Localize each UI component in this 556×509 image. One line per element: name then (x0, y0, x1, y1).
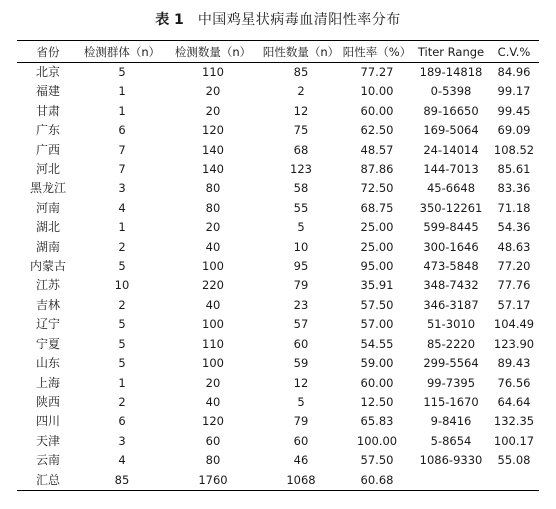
cell-positive: 79 (293, 278, 309, 293)
cell-titer: 85-2220 (426, 336, 476, 351)
cell-rate: 25.00 (360, 220, 394, 235)
cell-flocks: 5 (118, 356, 126, 371)
cell-positive: 5 (297, 394, 305, 409)
cell-titer: 24-14014 (423, 142, 479, 157)
cell-titer: 89-16650 (423, 103, 479, 118)
cell-flocks: 1 (118, 220, 126, 235)
cell-titer: 348-7432 (423, 278, 479, 293)
cell-positive: 75 (293, 123, 309, 138)
cell-cv: 83.36 (497, 181, 531, 196)
cell-positive: 79 (293, 414, 309, 429)
table-row (17, 257, 539, 276)
cell-samples: 80 (205, 200, 221, 215)
cell-flocks: 7 (118, 142, 126, 157)
cell-flocks: 2 (118, 394, 126, 409)
cell-province: 吉林 (35, 297, 60, 312)
cell-positive: 58 (293, 181, 309, 196)
cell-flocks: 3 (118, 433, 126, 448)
table-row (17, 218, 539, 237)
cell-rate: 65.83 (360, 414, 394, 429)
cell-positive: 60 (293, 433, 309, 448)
cell-province: 福建 (35, 84, 60, 99)
cell-samples: 20 (205, 220, 221, 235)
cell-flocks: 1 (118, 103, 126, 118)
cell-rate: 12.50 (360, 394, 394, 409)
cell-rate: 100.00 (356, 433, 398, 448)
cell-samples: 110 (202, 65, 224, 79)
table-row (17, 276, 539, 295)
cell-cv: 77.76 (497, 278, 531, 293)
cell-rate: 57.00 (360, 317, 394, 332)
col-header-province: 省份 (17, 41, 79, 63)
cell-province: 黑龙江 (29, 181, 66, 196)
table-row (17, 179, 539, 198)
table-label: 表 1 (155, 12, 184, 28)
cell-titer: 5-8654 (430, 433, 472, 448)
cell-flocks: 2 (118, 239, 126, 254)
cell-titer: 1086-9330 (419, 453, 483, 468)
cell-cv: 84.96 (497, 65, 531, 79)
cell-rate: 59.00 (360, 356, 394, 371)
table-row (17, 315, 539, 334)
cell-rate: 48.57 (360, 142, 394, 157)
table-row (17, 393, 539, 412)
cell-cv: 85.61 (497, 162, 531, 177)
cell-province: 上海 (35, 375, 60, 390)
cell-flocks: 5 (118, 317, 126, 332)
cell-samples: 220 (202, 278, 224, 293)
cell-cv: 77.20 (497, 259, 531, 274)
cell-cv: 76.56 (497, 375, 531, 390)
cell-titer: 300-1646 (423, 239, 479, 254)
cell-cv: 69.09 (497, 123, 531, 138)
cell-positive: 95 (293, 259, 309, 274)
cell-positive: 55 (293, 200, 309, 215)
cell-samples: 110 (202, 336, 224, 351)
cell-samples: 140 (202, 142, 224, 157)
cell-samples: 100 (202, 259, 224, 274)
cell-province: 广西 (35, 142, 60, 157)
cell-province: 河北 (35, 162, 60, 177)
cell-titer: 0-5398 (430, 84, 472, 99)
table-row (17, 238, 539, 257)
cell-rate: 10.00 (360, 84, 394, 99)
cell-samples: 80 (205, 453, 221, 468)
cell-cv: 100.17 (493, 433, 535, 448)
cell-titer: 299-5564 (423, 356, 479, 371)
cell-titer: 9-8416 (430, 414, 472, 429)
cell-titer: 350-12261 (419, 200, 483, 215)
cell-rate: 57.50 (360, 453, 394, 468)
cell-rate: 68.75 (360, 200, 394, 215)
cell-rate: 62.50 (360, 123, 394, 138)
cell-province: 陕西 (35, 394, 60, 409)
cell-flocks: 4 (118, 453, 126, 468)
cell-rate: 87.86 (360, 162, 394, 177)
cell-cv: 99.45 (497, 103, 531, 118)
cell-cv: 57.17 (497, 297, 531, 312)
header-row (17, 41, 539, 63)
cell-positive: 10 (293, 239, 309, 254)
cell-titer (413, 471, 489, 491)
cell-cv (489, 471, 539, 491)
cell-flocks: 4 (118, 200, 126, 215)
cell-province: 河南 (35, 200, 60, 215)
cell-flocks: 1 (118, 375, 126, 390)
cell-rate: 57.50 (360, 297, 394, 312)
cell-samples: 20 (205, 84, 221, 99)
cell-province: 北京 (35, 65, 60, 79)
cell-positive: 12 (293, 103, 309, 118)
cell-flocks: 10 (114, 278, 130, 293)
table-caption (0, 10, 556, 30)
cell-positive: 23 (293, 297, 309, 312)
cell-samples: 120 (202, 414, 224, 429)
col-header-cv: C.V.% (489, 41, 539, 63)
cell-positive: 2 (297, 84, 305, 99)
cell-samples: 40 (205, 394, 221, 409)
cell-province: 四川 (35, 414, 60, 429)
cell-positive: 12 (293, 375, 309, 390)
table-title: 中国鸡星状病毒血清阳性率分布 (197, 12, 401, 28)
table-row (17, 63, 539, 83)
cell-titer: 346-3187 (423, 297, 479, 312)
table-row (17, 335, 539, 354)
table-body (17, 63, 539, 491)
cell-titer: 189-14818 (419, 65, 483, 79)
cell-province: 天津 (35, 433, 60, 448)
cell-flocks: 85 (79, 471, 165, 491)
cell-samples: 80 (205, 181, 221, 196)
cell-flocks: 5 (118, 65, 126, 79)
cell-positive: 57 (293, 317, 309, 332)
cell-province: 山东 (35, 356, 60, 371)
cell-titer: 144-7013 (423, 162, 479, 177)
table-row (17, 296, 539, 315)
cell-positive: 68 (293, 142, 309, 157)
cell-cv: 48.63 (497, 239, 531, 254)
cell-flocks: 1 (118, 84, 126, 99)
cell-samples: 60 (205, 433, 221, 448)
cell-titer: 51-3010 (426, 317, 476, 332)
cell-samples: 100 (202, 356, 224, 371)
cell-samples: 40 (205, 239, 221, 254)
cell-samples: 20 (205, 375, 221, 390)
col-header-titer: Titer Range (413, 41, 489, 63)
col-header-rate: 阳性率（%） (341, 41, 413, 63)
col-header-flocks: 检测群体（n） (79, 41, 165, 63)
cell-flocks: 6 (118, 123, 126, 138)
cell-positive: 1068 (261, 471, 341, 491)
cell-rate: 25.00 (360, 239, 394, 254)
cell-cv: 54.36 (497, 220, 531, 235)
cell-cv: 64.64 (497, 394, 531, 409)
cell-titer: 45-6648 (426, 181, 476, 196)
cell-titer: 99-7395 (426, 375, 476, 390)
cell-flocks: 7 (118, 162, 126, 177)
cell-cv: 132.35 (493, 414, 535, 429)
table-row (17, 451, 539, 470)
cell-titer: 599-8445 (423, 220, 479, 235)
cell-province: 湖北 (35, 220, 60, 235)
cell-samples: 100 (202, 317, 224, 332)
cell-rate: 60.00 (360, 375, 394, 390)
cell-cv: 71.18 (497, 200, 531, 215)
cell-rate: 72.50 (360, 181, 394, 196)
seroprevalence-table (17, 40, 539, 491)
cell-titer: 169-5064 (423, 123, 479, 138)
table-row (17, 432, 539, 451)
cell-flocks: 5 (118, 259, 126, 274)
cell-titer: 473-5848 (423, 259, 479, 274)
cell-samples: 40 (205, 297, 221, 312)
cell-positive: 46 (293, 453, 309, 468)
col-header-positive: 阳性数量（n） (261, 41, 341, 63)
table-row (17, 160, 539, 179)
cell-province: 湖南 (35, 239, 60, 254)
col-header-samples: 检测数量（n） (165, 41, 261, 63)
cell-samples: 120 (202, 123, 224, 138)
cell-province: 甘肃 (35, 103, 60, 118)
cell-positive: 123 (290, 162, 312, 177)
cell-province: 云南 (35, 453, 60, 468)
cell-province: 内蒙古 (29, 259, 66, 274)
table-row (17, 354, 539, 373)
cell-positive: 85 (293, 65, 309, 79)
cell-rate: 60.68 (341, 471, 413, 491)
table-row (17, 102, 539, 121)
cell-province: 广东 (35, 123, 60, 138)
cell-flocks: 5 (118, 336, 126, 351)
total-row (17, 471, 539, 491)
cell-flocks: 6 (118, 414, 126, 429)
cell-samples: 1760 (165, 471, 261, 491)
table-row (17, 141, 539, 160)
table-row (17, 374, 539, 393)
cell-positive: 60 (293, 336, 309, 351)
cell-province: 汇总 (17, 471, 79, 491)
cell-province: 宁夏 (35, 336, 60, 351)
cell-cv: 104.49 (493, 317, 535, 332)
table-row (17, 412, 539, 431)
cell-cv: 55.08 (497, 453, 531, 468)
table-row (17, 199, 539, 218)
cell-rate: 54.55 (360, 336, 394, 351)
cell-samples: 140 (202, 162, 224, 177)
cell-rate: 35.91 (360, 278, 394, 293)
cell-rate: 60.00 (360, 103, 394, 118)
cell-province: 辽宁 (35, 317, 60, 332)
cell-rate: 95.00 (360, 259, 394, 274)
cell-samples: 20 (205, 103, 221, 118)
cell-cv: 108.52 (493, 142, 535, 157)
cell-cv: 123.90 (493, 336, 535, 351)
cell-flocks: 3 (118, 181, 126, 196)
table-row (17, 82, 539, 101)
cell-positive: 5 (297, 220, 305, 235)
cell-cv: 89.43 (497, 356, 531, 371)
cell-titer: 115-1670 (423, 394, 479, 409)
cell-flocks: 2 (118, 297, 126, 312)
table-row (17, 121, 539, 140)
cell-positive: 59 (293, 356, 309, 371)
cell-rate: 77.27 (360, 65, 394, 79)
cell-cv: 99.17 (497, 84, 531, 99)
cell-province: 江苏 (35, 278, 60, 293)
